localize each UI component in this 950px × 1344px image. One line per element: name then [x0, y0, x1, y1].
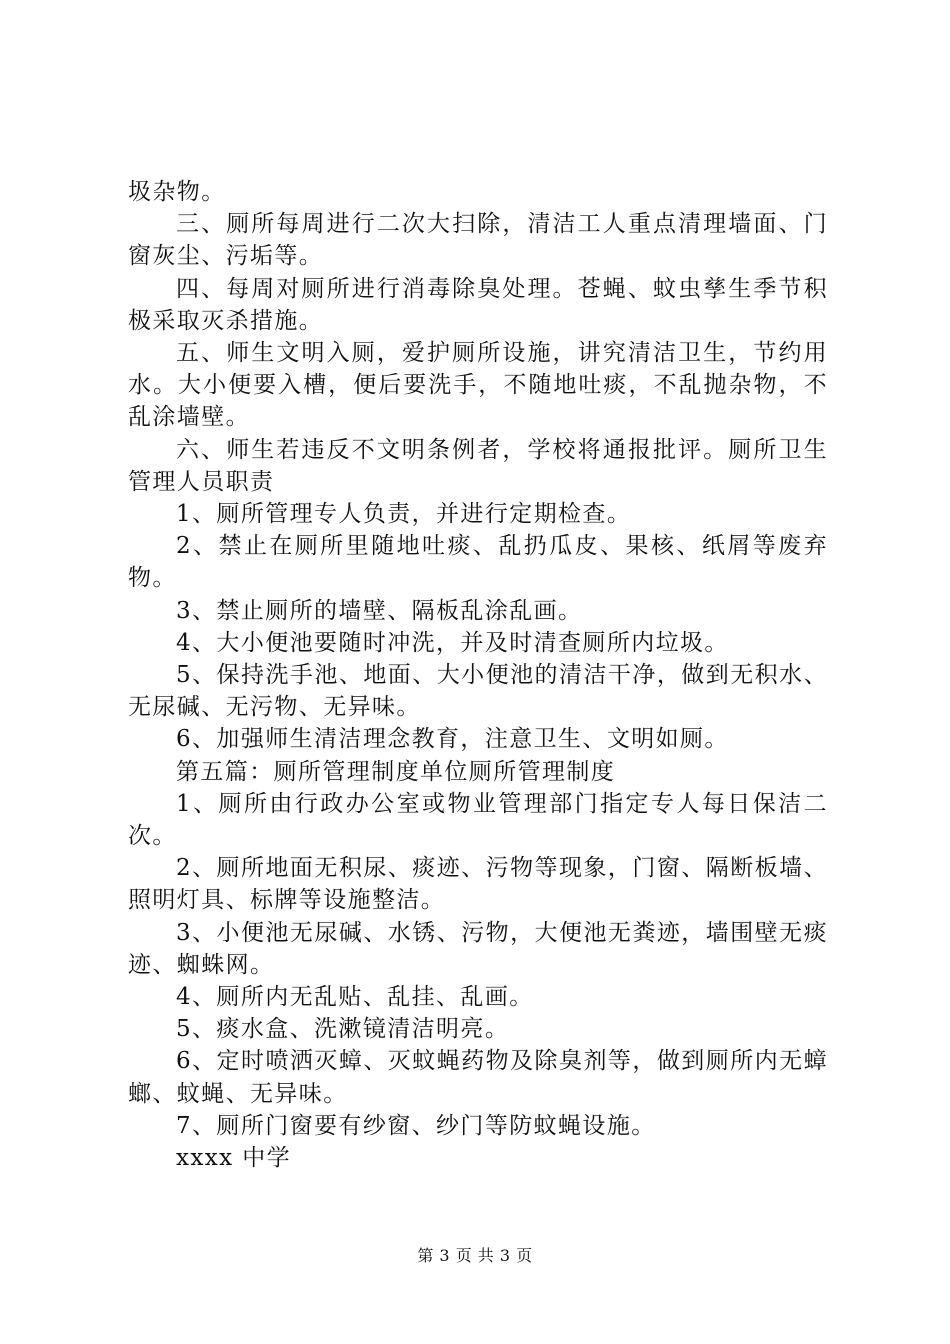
paragraph-10: 5、保持洗手池、地面、大小便池的清洁干净，做到无积水、无尿碱、无污物、无异味。: [128, 662, 828, 721]
page-number-footer: 第 3 页 共 3 页: [417, 1246, 533, 1265]
paragraph-16: 4、厕所内无乱贴、乱挂、乱画。: [176, 984, 534, 1011]
paragraph-9: 4、大小便池要随时冲洗，并及时清查厕所内垃圾。: [176, 629, 729, 656]
signature-school: xxxx 中学: [176, 1145, 291, 1172]
section-heading: 第五篇：厕所管理制度单位厕所管理制度: [176, 758, 616, 785]
document-body: [128, 176, 828, 1174]
paragraph-15: 3、小便池无尿碱、水锈、污物，大便池无粪迹，墙围壁无痰迹、蜘蛛网。: [128, 919, 828, 978]
paragraph-4: 五、师生文明入厕，爱护厕所设施，讲究清洁卫生，节约用水。大小便要入槽，便后要洗手，不随地吐痰，不乱抛杂物，不乱涂墙壁。: [128, 340, 828, 431]
paragraph-19: 7、厕所门窗要有纱窗、纱门等防蚊蝇设施。: [176, 1112, 656, 1139]
paragraph-8: 3、禁止厕所的墙壁、隔板乱涂乱画。: [176, 597, 583, 624]
paragraph-7: 2、禁止在厕所里随地吐痰、乱扔瓜皮、果核、纸屑等废弃物。: [128, 533, 828, 592]
paragraph-1: 圾杂物。: [128, 179, 226, 205]
paragraph-14: 2、厕所地面无积尿、痰迹、污物等现象，门窗、隔断板墙、照明灯具、标牌等设施整洁。: [128, 855, 828, 914]
paragraph-5: 六、师生若违反不文明条例者，学校将通报批评。厕所卫生管理人员职责: [128, 436, 828, 495]
paragraph-18: 6、定时喷洒灭蟑、灭蚊蝇药物及除臭剂等，做到厕所内无蟑螂、蚊蝇、无异味。: [128, 1048, 828, 1107]
paragraph-11: 6、加强师生清洁理念教育，注意卫生、文明如厕。: [176, 726, 729, 753]
paragraph-6: 1、厕所管理专人负责，并进行定期检查。: [176, 501, 632, 528]
paragraph-17: 5、痰水盒、洗漱镜清洁明亮。: [176, 1016, 510, 1043]
paragraph-13: 1、厕所由行政办公室或物业管理部门指定专人每日保洁二次。: [128, 790, 828, 850]
paragraph-3: 四、每周对厕所进行消毒除臭处理。苍蝇、蚊虫孳生季节积极采取灭杀措施。: [128, 275, 828, 334]
paragraph-2: 三、厕所每周进行二次大扫除，清洁工人重点清理墙面、门窗灰尘、污垢等。: [128, 211, 828, 270]
